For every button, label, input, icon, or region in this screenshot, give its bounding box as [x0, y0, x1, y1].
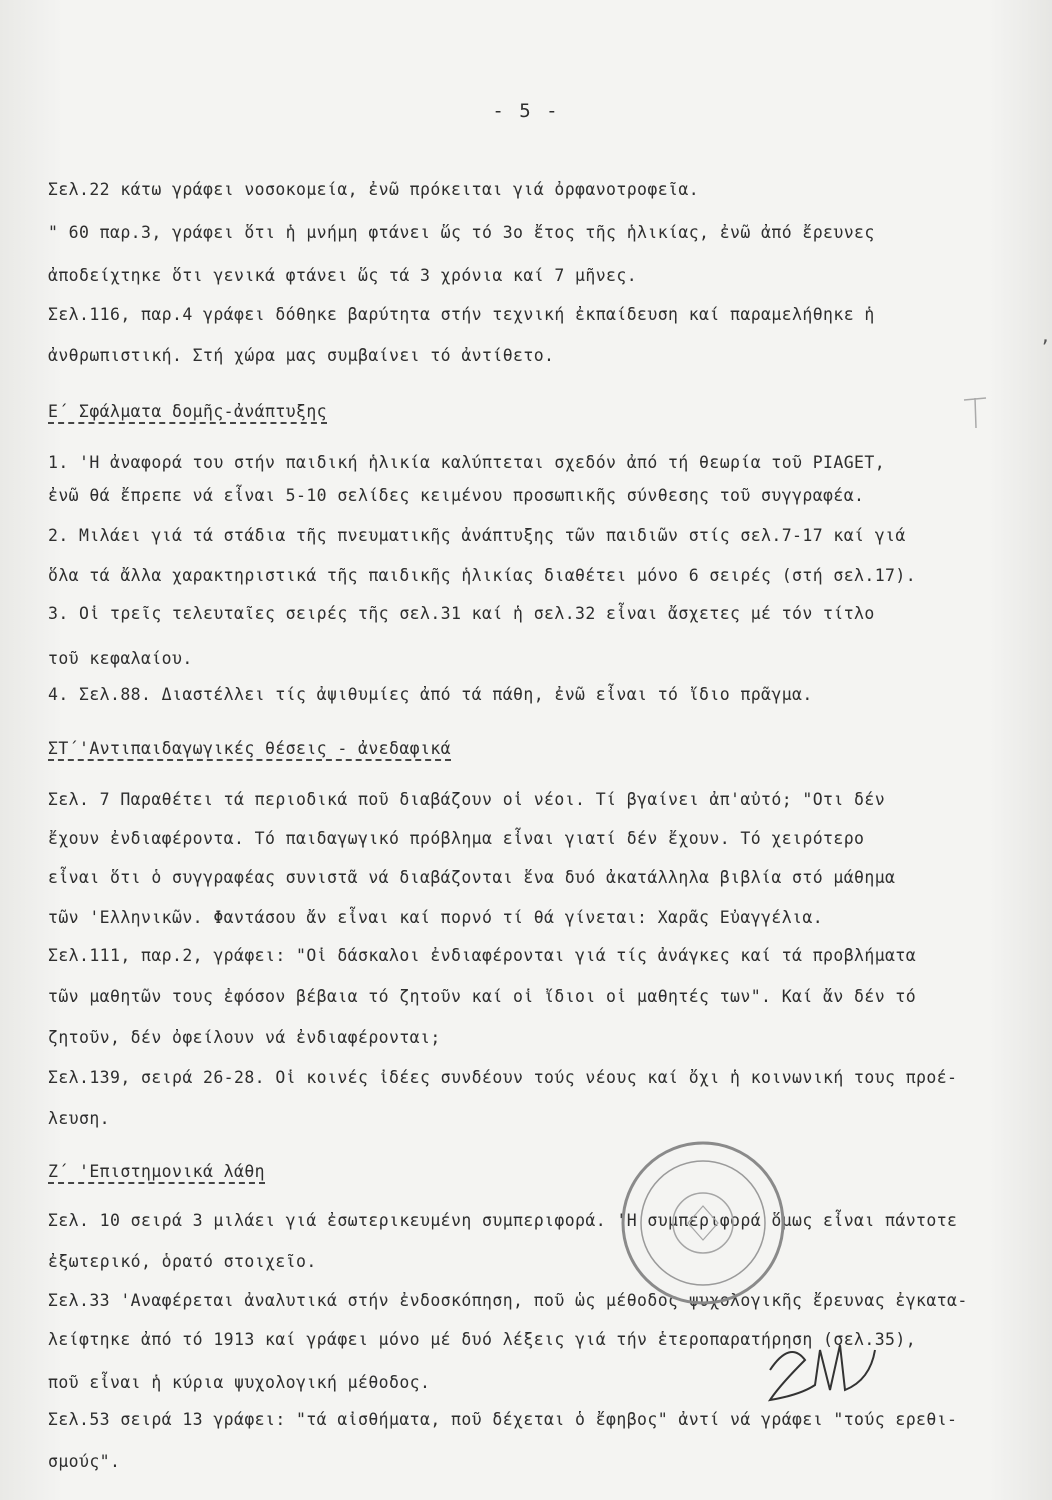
- text-line: ὅλα τά ἄλλα χαρακτηριστικά τῆς παιδικῆς ἡλικίας διαθέτει μόνο 6 σειρές (στή σελ.17).: [48, 566, 917, 585]
- text-line: λευση.: [48, 1109, 111, 1128]
- text-line: τῶν 'Ελληνικῶν. Φαντάσου ἄν εἶναι καί πορνό τί θά γίνεται: Χαρᾶς Εὐαγγέλια.: [48, 908, 824, 927]
- text-line: τοῦ κεφαλαίου.: [48, 649, 193, 668]
- section-heading: Ζ΄ 'Επιστημονικά λάθη: [48, 1162, 266, 1181]
- margin-mark: ,: [1040, 326, 1051, 347]
- text-line: Σελ.22 κάτω γράφει νοσοκομεία, ἐνῶ πρόκειται γιά ὀρφανοτροφεῖα.: [48, 180, 700, 199]
- section-heading: ΣΤ΄'Αντιπαιδαγωγικές θέσεις - ἀνεδαφικά: [48, 739, 452, 758]
- text-line: τῶν μαθητῶν τους ἐφόσον βέβαια τό ζητοῦν καί οἱ ἴδιοι οἱ μαθητές των". Καί ἄν δέν τό: [48, 987, 917, 1006]
- handwritten-t-mark: [960, 392, 990, 432]
- text-line: 2. Μιλάει γιά τά στάδια τῆς πνευματικῆς ἀνάπτυξης τῶν παιδιῶν στίς σελ.7-17 καί γιά: [48, 526, 906, 545]
- text-line: λείφτηκε ἀπό τό 1913 καί γράφει μόνο μέ δυό λέξεις γιά τήν ἑτεροπαρατήρηση (σελ.35),: [48, 1330, 917, 1349]
- text-line: Σελ.116, παρ.4 γράφει δόθηκε βαρύτητα στήν τεχνική ἐκπαίδευση καί παραμελήθηκε ἡ: [48, 305, 875, 324]
- text-line: ἀποδείχτηκε ὅτι γενικά φτάνει ὥς τά 3 χρόνια καί 7 μῆνες.: [48, 266, 638, 285]
- text-line: 1. 'Η ἀναφορά του στήν παιδική ἡλικία καλύπτεται σχεδόν ἀπό τή θεωρία τοῦ PIAGET,: [48, 453, 886, 472]
- text-line: ζητοῦν, δέν ὀφείλουν νά ἐνδιαφέρονται;: [48, 1028, 441, 1047]
- handwritten-signature: [760, 1330, 890, 1410]
- text-line: ἔχουν ἐνδιαφέροντα. Τό παιδαγωγικό πρόβλημα εἶναι γιατί δέν ἔχουν. Τό χειρότερο: [48, 829, 865, 848]
- section-heading: Ε΄ Σφάλματα δομῆς-ἀνάπτυξης: [48, 402, 328, 421]
- official-stamp: [618, 1138, 788, 1308]
- text-line: Σελ.139, σειρά 26-28. Οἱ κοινές ἰδέες συνδέουν τούς νέους καί ὄχι ἡ κοινωνική τους προέ-: [48, 1068, 958, 1087]
- text-line: ἐξωτερικό, ὁρατό στοιχεῖο.: [48, 1252, 317, 1271]
- text-line: ποῦ εἶναι ἡ κύρια ψυχολογική μέθοδος.: [48, 1373, 431, 1392]
- text-line: ἀνθρωπιστική. Στή χώρα μας συμβαίνει τό ἀντίθετο.: [48, 346, 555, 365]
- text-line: 4. Σελ.88. Διαστέλλει τίς ἀψιθυμίες ἀπό τά πάθη, ἐνῶ εἶναι τό ἴδιο πρᾶγμα.: [48, 685, 813, 704]
- text-line: Σελ.53 σειρά 13 γράφει: "τά αἰσθήματα, ποῦ δέχεται ὁ ἔφηβος" ἀντί νά γράφει "τούς ερεθι-: [48, 1410, 958, 1429]
- text-line: σμούς".: [48, 1452, 121, 1471]
- text-line: " 60 παρ.3, γράφει ὅτι ἡ μνήμη φτάνει ὥς τό 3ο ἔτος τῆς ἡλικίας, ἐνῶ ἀπό ἔρευνες: [48, 223, 875, 242]
- text-line: Σελ. 7 Παραθέτει τά περιοδικά ποῦ διαβάζουν οἱ νέοι. Τί βγαίνει ἀπ'αὐτό; "Οτι δέν: [48, 790, 886, 809]
- text-line: Σελ.111, παρ.2, γράφει: "Οἱ δάσκαλοι ἐνδιαφέρονται γιά τίς ἀνάγκες καί τά προβλήματα: [48, 946, 917, 965]
- text-line: εἶναι ὅτι ὁ συγγραφέας συνιστᾶ νά διαβάζονται ἕνα δυό ἀκατάλληλα βιβλία στό μάθημα: [48, 868, 896, 887]
- text-line: 3. Οἱ τρεῖς τελευταῖες σειρές τῆς σελ.31 καί ἡ σελ.32 εἶναι ἄσχετες μέ τόν τίτλο: [48, 604, 875, 623]
- page-number: - 5 -: [492, 100, 560, 122]
- text-line: Σελ.33 'Αναφέρεται ἀναλυτικά στήν ἐνδοσκόπηση, ποῦ ὡς μέθοδος ψυχολογικῆς ἔρευνας ἐγκατα-: [48, 1291, 968, 1310]
- text-line: Σελ. 10 σειρά 3 μιλάει γιά ἐσωτερικευμένη συμπεριφορά. 'Η συμπεριφορά ὅμως εἶναι πάντοτε: [48, 1211, 958, 1230]
- text-line: ἐνῶ θά ἔπρεπε νά εἶναι 5-10 σελίδες κειμένου προσωπικῆς σύνθεσης τοῦ συγγραφέα.: [48, 486, 865, 505]
